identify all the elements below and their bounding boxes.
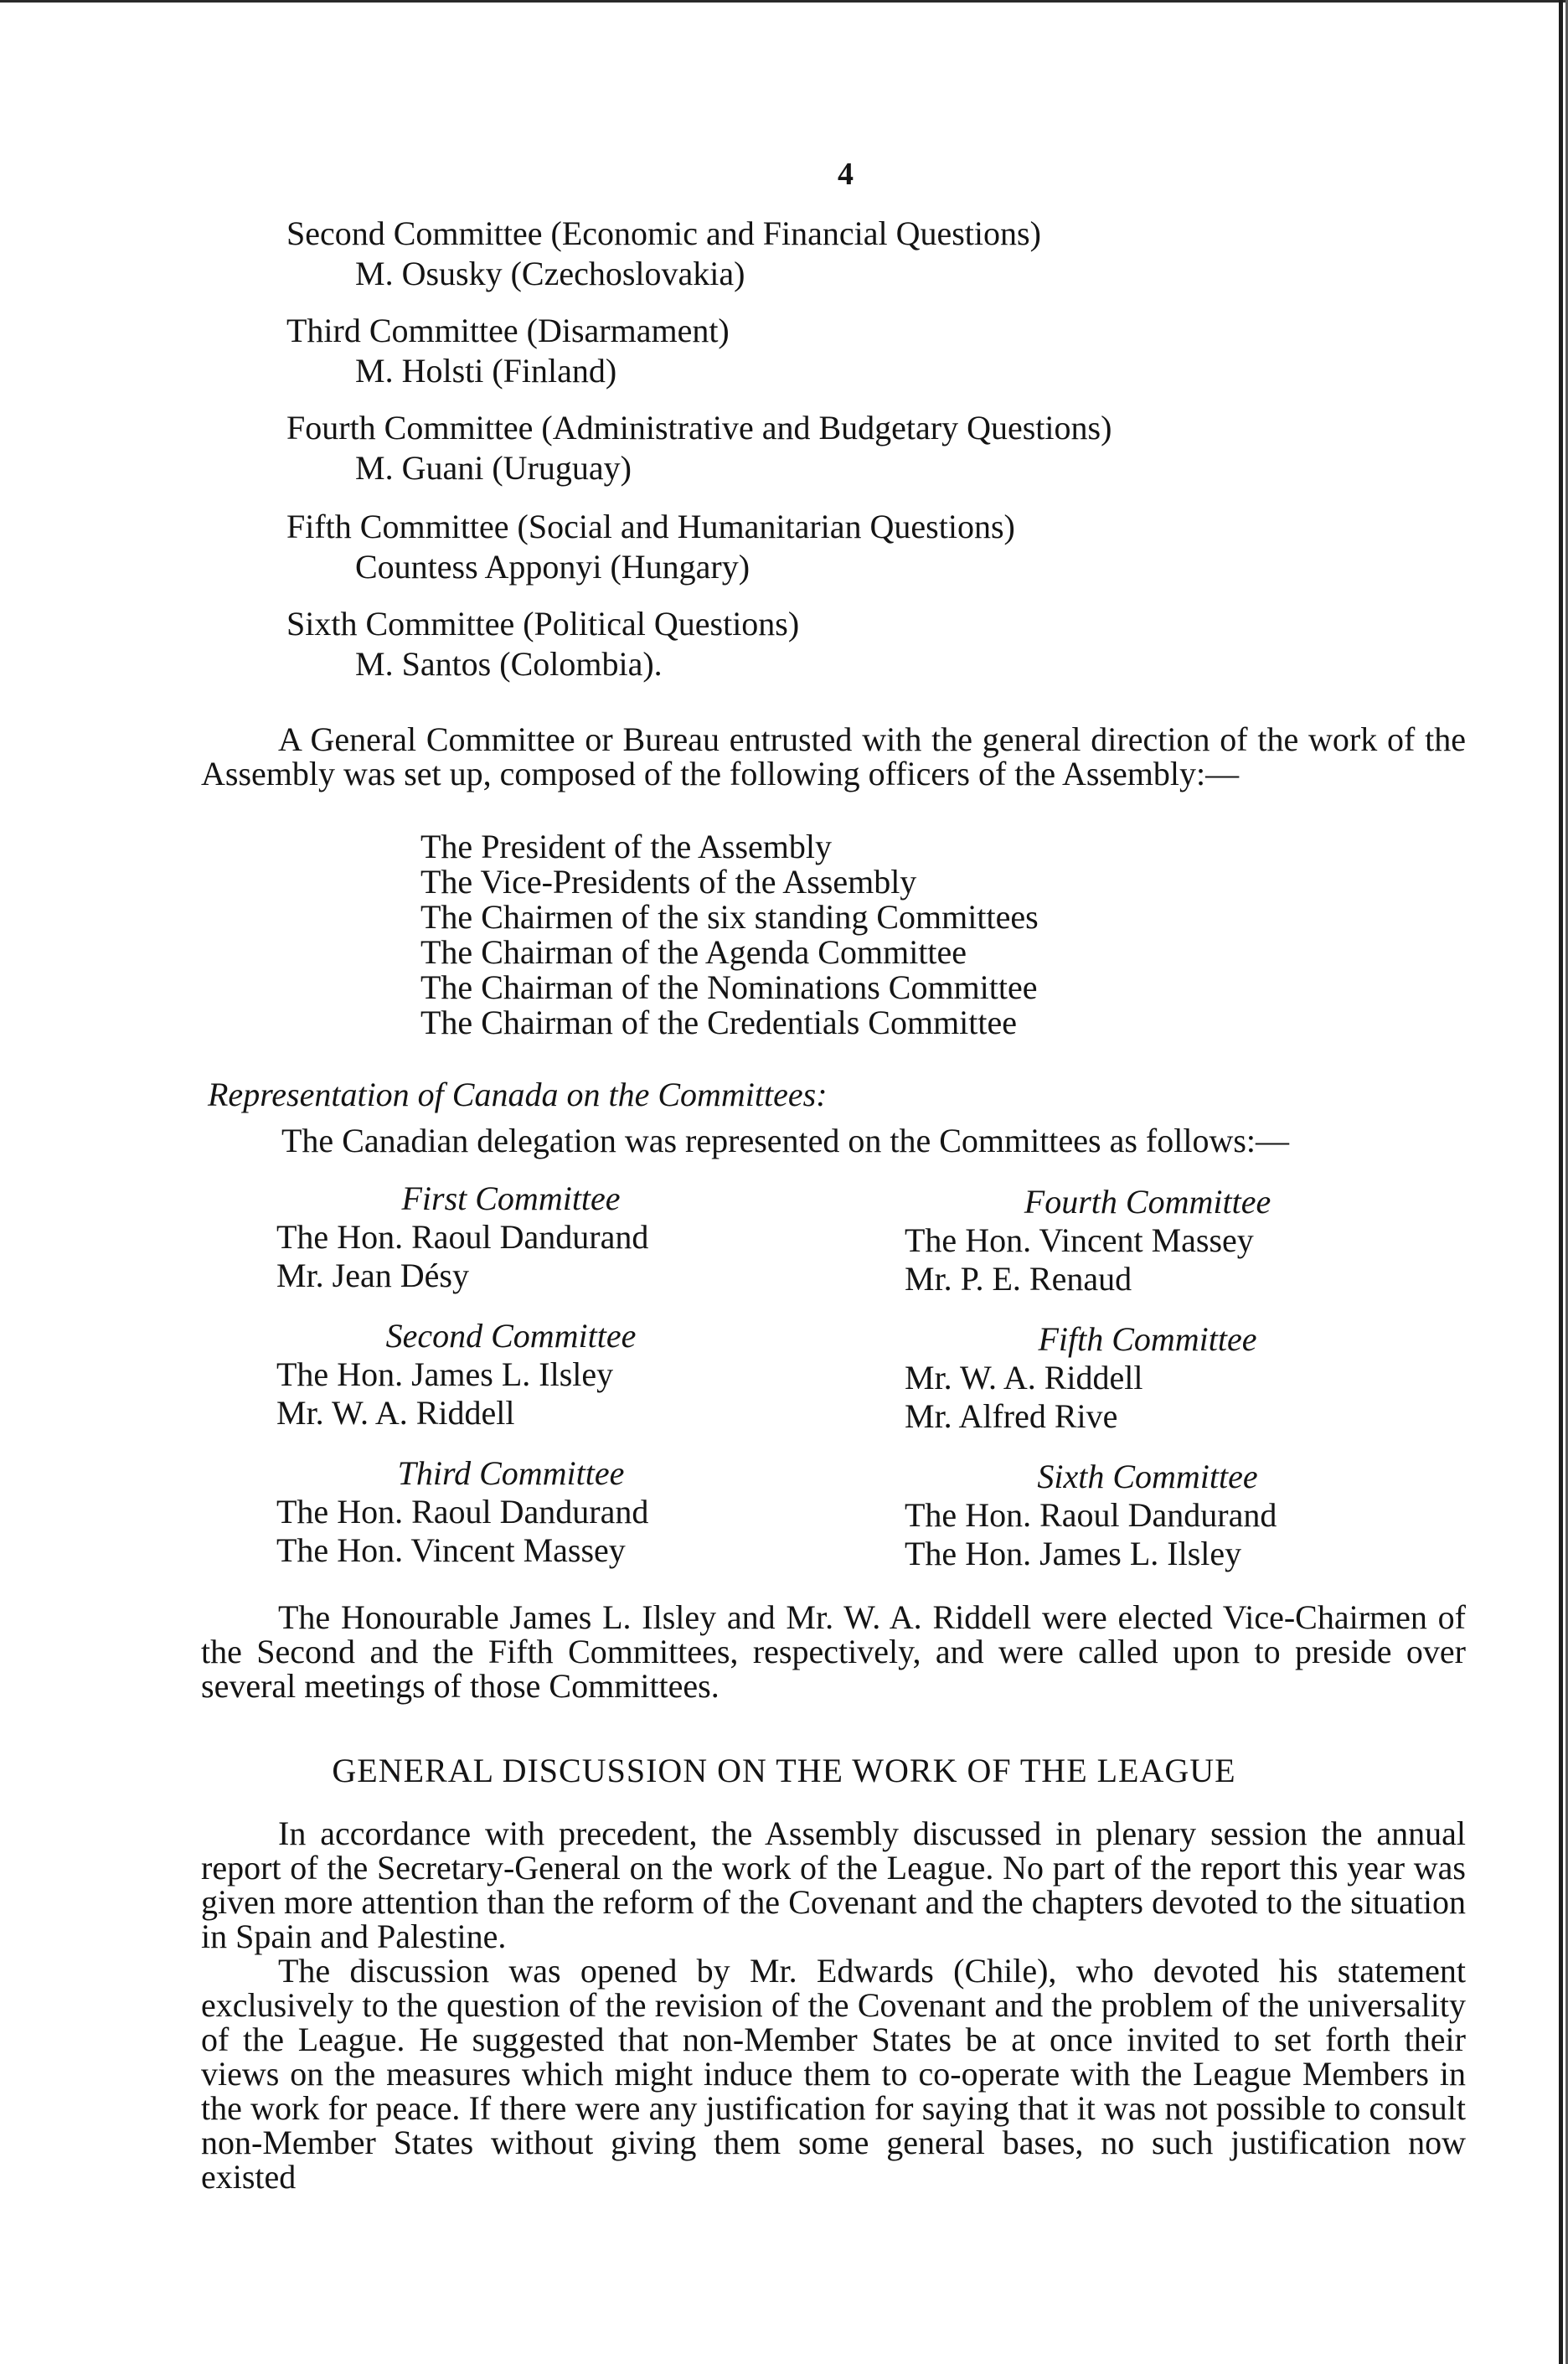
committee-title: Sixth Committee [1037, 1458, 1258, 1495]
committee-title: Fourth Committee [1024, 1183, 1271, 1221]
delegate: The Hon. Vincent Massey [276, 1531, 626, 1569]
committee-group [905, 1458, 1390, 1573]
delegate: The Hon. Raoul Dandurand [276, 1218, 649, 1256]
committee-name: Second Committee (Economic and Financial Questions) [286, 214, 1041, 252]
committee-chair: M. Santos (Colombia). [355, 645, 663, 683]
delegate: The Hon. James L. Ilsley [905, 1535, 1242, 1572]
committee-group [276, 1454, 745, 1570]
delegate: The Hon. Vincent Massey [905, 1221, 1254, 1259]
committee-chair: M. Osusky (Czechoslovakia) [355, 255, 745, 292]
committee-group [276, 1179, 745, 1295]
officer-item: The Chairman of the Nominations Committee [420, 968, 1038, 1006]
page-number: 4 [838, 157, 854, 192]
section-heading: GENERAL DISCUSSION ON THE WORK OF THE LEAGUE [332, 1752, 1236, 1789]
delegation-column-left [276, 1179, 745, 1592]
representation-heading: Representation of Canada on the Committees: [208, 1076, 828, 1113]
delegate: Mr. P. E. Renaud [905, 1260, 1132, 1298]
committee-name: Fifth Committee (Social and Humanitarian Questions) [286, 508, 1015, 545]
delegate: Mr. W. A. Riddell [276, 1394, 515, 1432]
officers-list [420, 829, 1039, 1040]
officer-item: The President of the Assembly [420, 828, 833, 865]
general-committee-text: A General Committee or Bureau entrusted with the general direction of the work of the Assembly was set up, composed of the following officers of the Assembly:— [201, 720, 1466, 792]
committee-group [905, 1183, 1390, 1298]
committee-title: First Committee [401, 1179, 621, 1217]
scan-binding-edge [1559, 0, 1563, 2364]
delegation-column-right [905, 1183, 1390, 1595]
officer-item: The Chairman of the Credentials Committee [420, 1004, 1018, 1041]
delegate: The Hon. James L. Ilsley [276, 1355, 614, 1393]
discussion-paragraphs [201, 1816, 1466, 2194]
representation-intro: The Canadian delegation was represented on the Committees as follows:— [281, 1122, 1290, 1159]
delegate: Mr. W. A. Riddell [905, 1359, 1143, 1396]
committee-group [905, 1320, 1390, 1436]
committee-name: Third Committee (Disarmament) [286, 312, 730, 349]
committee-chair: M. Holsti (Finland) [355, 352, 617, 390]
delegate: The Hon. Raoul Dandurand [905, 1496, 1277, 1534]
delegate: Mr. Alfred Rive [905, 1397, 1118, 1435]
scan-top-edge [0, 0, 1568, 3]
general-committee-paragraph [201, 722, 1466, 791]
discussion-paragraph-2: The discussion was opened by Mr. Edwards (Chile), who devoted his statement exclusively to the question of the revision of the Covenant and the problem of the universality of the League. He suggested that non-Member States be at once invited to set forth their views on the measures which might induce them to co-operate with the League Members in the work for peace. If there were any justification for saying that it was not possible to consult non-Member States without giving them some general bases, no such justification now existed [201, 1952, 1466, 2196]
committee-chair: M. Guani (Uruguay) [355, 449, 632, 487]
committee-name: Fourth Committee (Administrative and Budgetary Questions) [286, 409, 1112, 446]
committee-group [276, 1317, 745, 1432]
discussion-paragraph-1: In accordance with precedent, the Assembly discussed in plenary session the annual report of the Secretary-General on the work of the League. No part of the report this year was given more attention than the reform of the Covenant and the chapters devoted to the situation in Spain and Palestine. [201, 1814, 1466, 1955]
delegate: The Hon. Raoul Dandurand [276, 1493, 649, 1530]
committee-chair: Countess Apponyi (Hungary) [355, 548, 750, 586]
committee-name: Sixth Committee (Political Questions) [286, 605, 800, 643]
officer-item: The Vice-Presidents of the Assembly [420, 863, 917, 901]
officer-item: The Chairmen of the six standing Committees [420, 898, 1039, 936]
committee-title: Fifth Committee [1038, 1320, 1257, 1358]
committee-title: Third Committee [397, 1454, 625, 1492]
committee-title: Second Committee [385, 1317, 637, 1355]
vice-chairmen-text: The Honourable James L. Ilsley and Mr. W. A. Riddell were elected Vice-Chairmen of the Second and the Fifth Committees, respectively, and were called upon to preside over several meetings of those Committees. [201, 1598, 1466, 1705]
officer-item: The Chairman of the Agenda Committee [420, 933, 967, 971]
vice-chairmen-paragraph [201, 1600, 1466, 1703]
delegate: Mr. Jean Désy [276, 1257, 469, 1294]
